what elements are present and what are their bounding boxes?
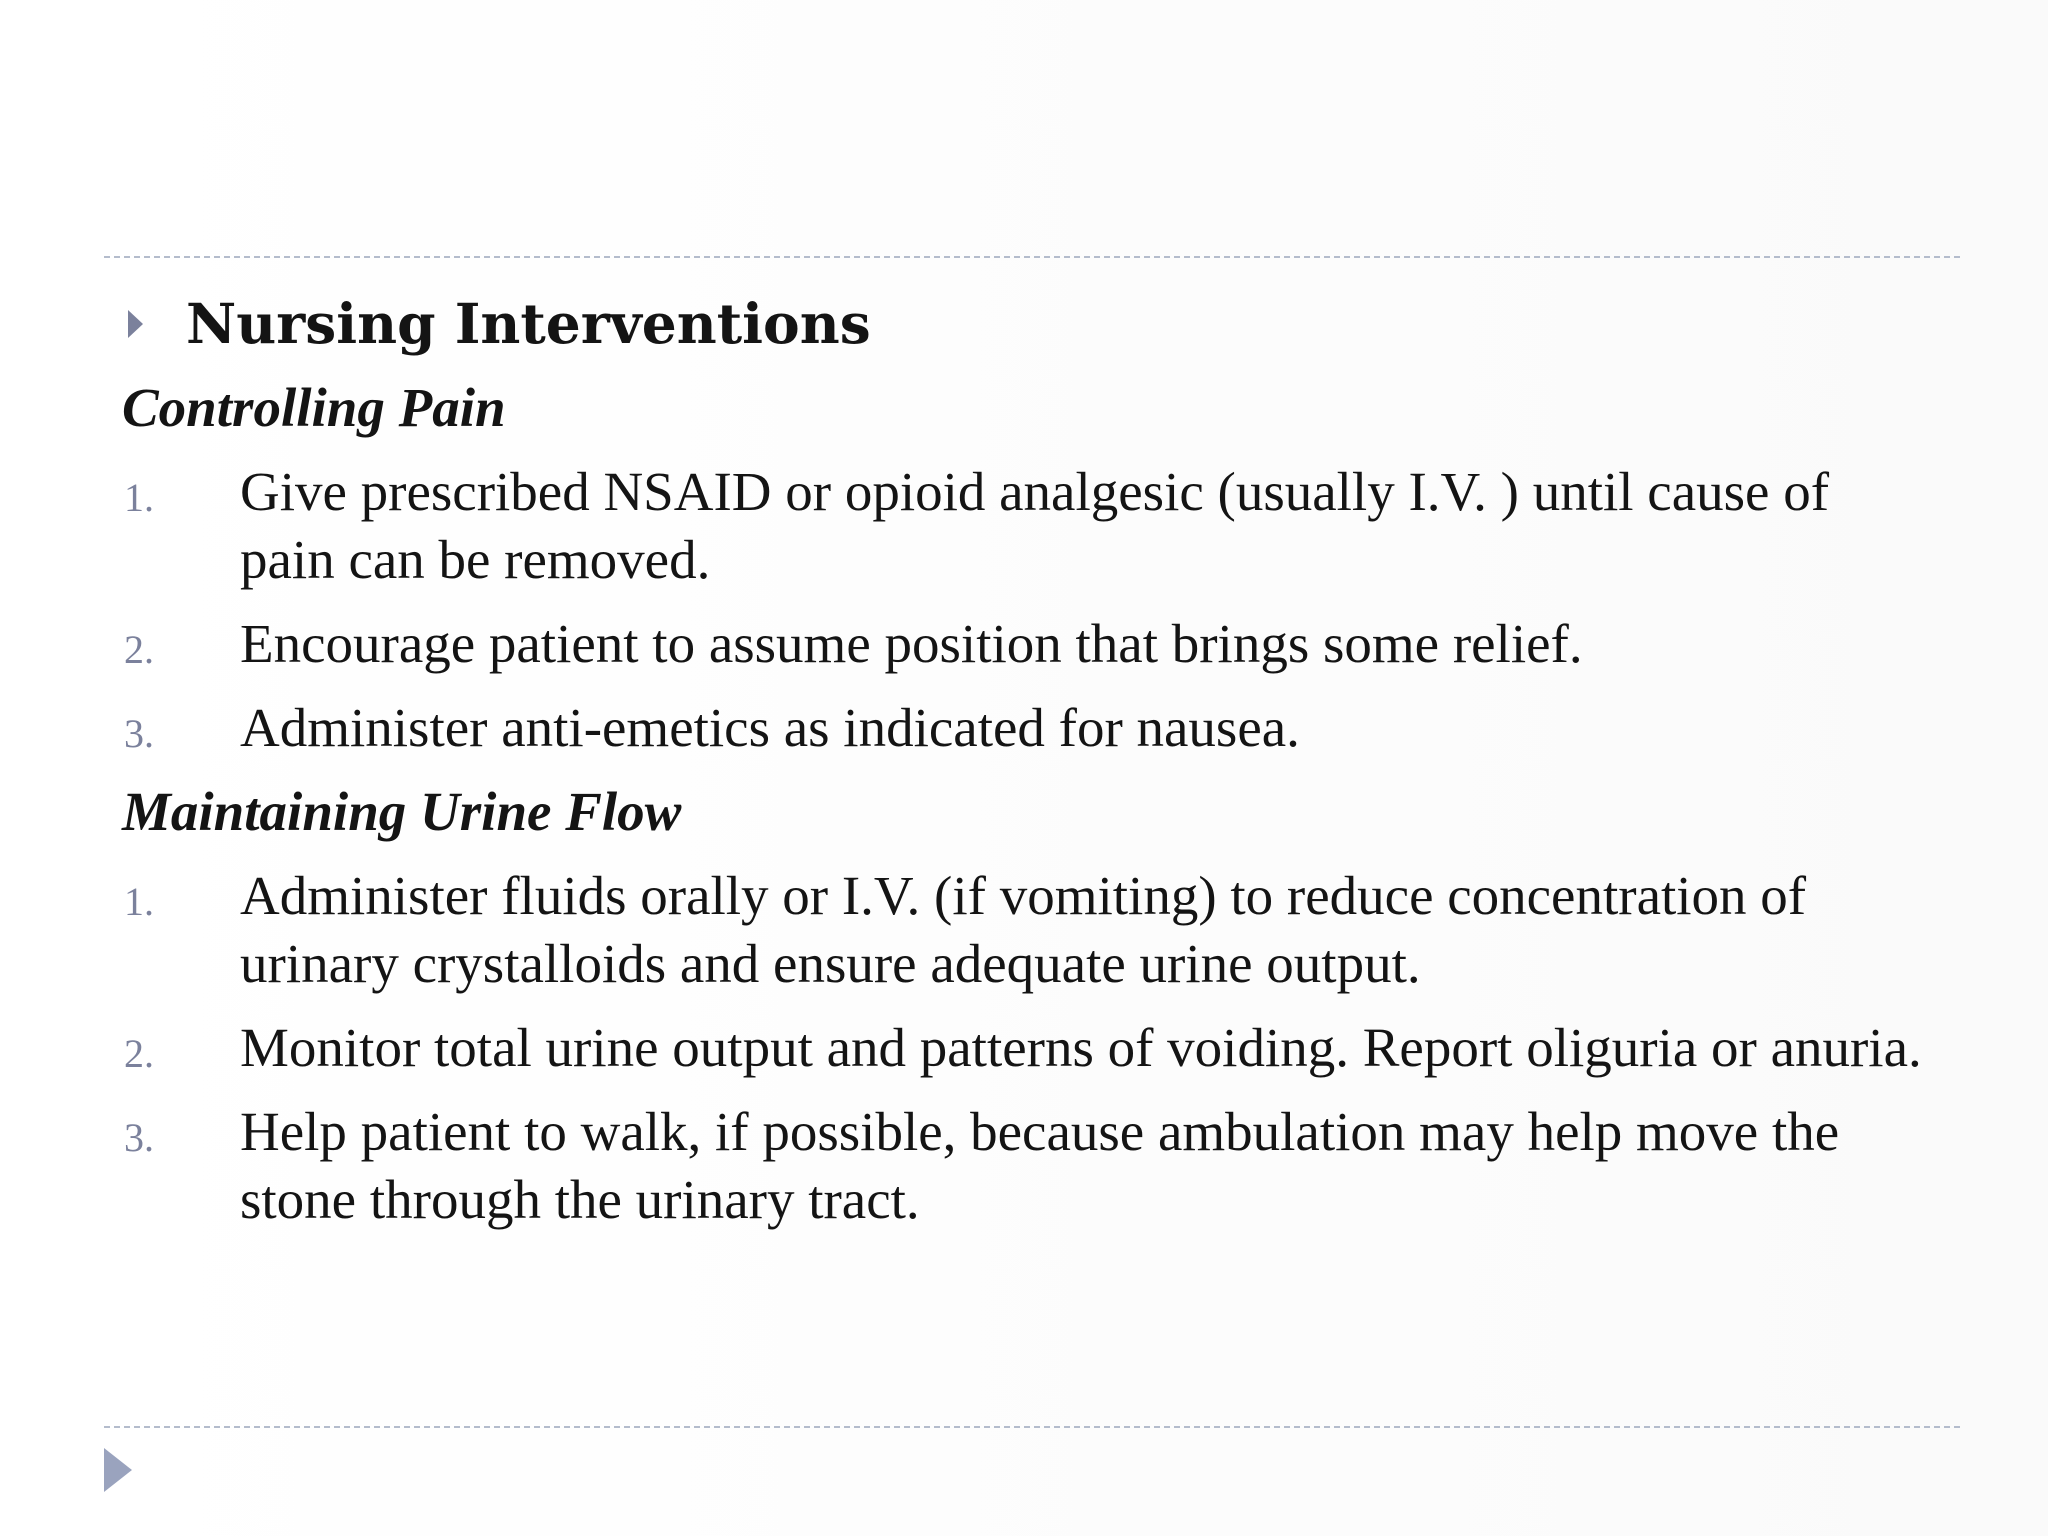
triangle-bullet-icon xyxy=(128,310,143,338)
section-title-maintaining-urine-flow: Maintaining Urine Flow xyxy=(122,781,682,842)
bottom-divider xyxy=(104,1426,1960,1428)
heading-text: Nursing Interventions xyxy=(186,291,871,356)
list-item xyxy=(122,602,1922,686)
list-item xyxy=(122,1006,1922,1090)
list-number: 2. xyxy=(124,1031,154,1076)
list-number: 1. xyxy=(124,879,154,924)
list-number: 3. xyxy=(124,711,154,756)
list-item xyxy=(122,450,1922,602)
list-item xyxy=(122,1090,1922,1242)
urine-flow-list xyxy=(122,854,1922,1242)
list-number: 1. xyxy=(124,475,154,520)
list-number: 2. xyxy=(124,627,154,672)
list-item-text: Administer anti-emetics as indicated for nausea. xyxy=(240,697,1300,758)
section-title-controlling-pain: Controlling Pain xyxy=(122,377,506,438)
top-divider xyxy=(104,256,1960,258)
list-item-text: Administer fluids orally or I.V. (if vomiting) to reduce concentration of urinary crystalloids and ensure adequate urine output. xyxy=(240,865,1807,994)
list-item xyxy=(122,686,1922,770)
list-number: 3. xyxy=(124,1115,154,1160)
slide-content xyxy=(122,282,1922,1242)
list-item-text: Give prescribed NSAID or opioid analgesic (usually I.V. ) until cause of pain can be removed. xyxy=(240,461,1830,590)
list-item-text: Help patient to walk, if possible, because ambulation may help move the stone through the urinary tract. xyxy=(240,1101,1840,1230)
list-item xyxy=(122,854,1922,1006)
list-item-text: Encourage patient to assume position that brings some relief. xyxy=(240,613,1583,674)
list-item-text: Monitor total urine output and patterns of voiding. Report oliguria or anuria. xyxy=(240,1017,1922,1078)
play-arrow-icon xyxy=(104,1448,132,1492)
controlling-pain-list xyxy=(122,450,1922,770)
slide-heading xyxy=(122,282,1922,366)
